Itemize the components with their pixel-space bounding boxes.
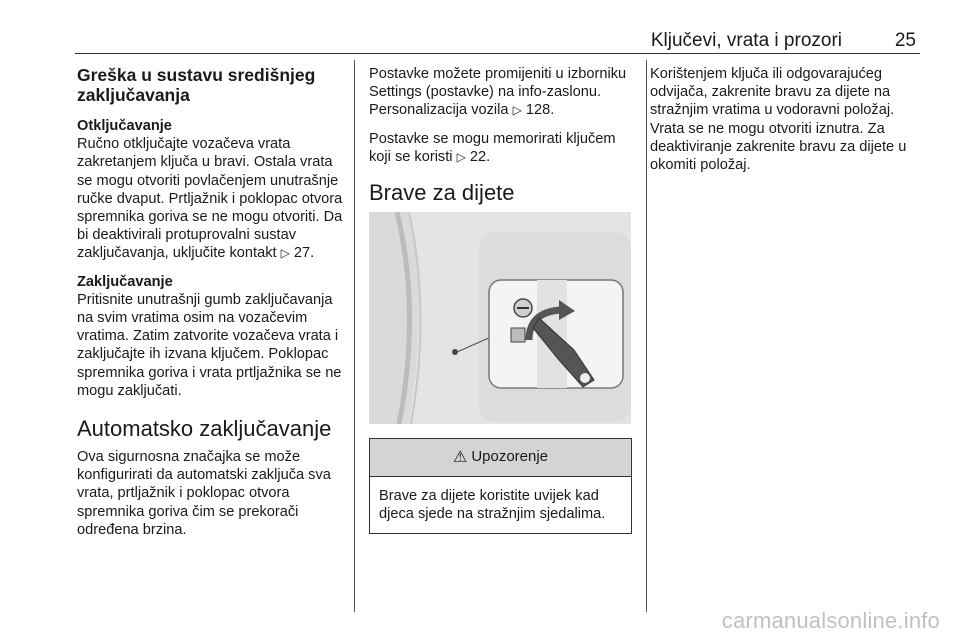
- page-ref: 22.: [469, 148, 491, 165]
- door-lock-drawing: [369, 212, 631, 424]
- warning-triangle-icon: ⚠: [452, 447, 468, 467]
- watermark: carmanualsonline.info: [721, 608, 940, 633]
- page-number: 25: [894, 30, 916, 51]
- page-header: [75, 28, 920, 54]
- paragraph: Postavke možete promijeniti u izborniku Settings (postavke) na info-zaslonu. Personalizacija vozila ▷ 128.: [369, 66, 627, 119]
- warning-box: [369, 438, 632, 534]
- arrow-ref-icon: ▷: [512, 103, 522, 118]
- column-divider: [354, 60, 355, 612]
- arrow-ref-icon: ▷: [456, 149, 466, 164]
- subheading-unlocking: Otključavanje: [77, 118, 172, 134]
- paragraph: Pritisnite unutrašnji gumb zaključavanja na svim vratima osim na vozačevim vratima. Zatim zatvorite vozačeva vrata i zaključajte ih izvana ključem. Poklopac spremnika goriva i vrata prtljažnika se ne mogu zaključati.: [77, 291, 342, 399]
- column-divider: [646, 60, 647, 612]
- warning-text: Brave za dijete koristite uvijek kad djeca sjede na stražnjim sjedalima.: [379, 488, 606, 523]
- column-3: [650, 65, 932, 184]
- column-2: [369, 65, 634, 534]
- paragraph: Postavke se mogu memorirati ključem koji se koristi ▷ 22.: [369, 130, 616, 165]
- child-lock-illustration: [369, 212, 631, 424]
- chapter-title: Ključevi, vrata i prozori: [650, 30, 842, 51]
- column-1: [77, 65, 347, 549]
- paragraph: Ova sigurnosna značajka se može konfigurirati da automatski zaključa sva vrata, prtljažnik i poklopac otvora spremnika goriva čim se prekorači određena brzina.: [77, 449, 331, 538]
- section-title: Brave za dijete: [369, 180, 515, 206]
- section-heading: Greška u sustavu središnjeg zaključavanja: [77, 65, 316, 105]
- paragraph: Korištenjem ključa ili odgovarajućeg odvijača, zakrenite bravu za dijete na stražnjim vratima u vodoravni položaj. Vrata se ne mogu otvoriti iznutra. Za deaktiviranje zakrenite bravu za dijete u okomiti položaj.: [650, 66, 907, 174]
- arrow-ref-icon: ▷: [280, 246, 290, 261]
- subheading-locking: Zaključavanje: [77, 273, 173, 290]
- page-ref: 27.: [293, 245, 315, 262]
- paragraph: Ručno otključajte vozačeva vrata zakretanjem ključa u bravi. Ostala vrata se mogu otvoriti povlačenjem unutrašnje ručke dvaput. Prtljažnik i poklopac otvora spremnika goriva se ne mogu otvoriti. Da bi deaktivirali protuprovalni sustav zaključavanja, uključite kontakt ▷ 27.: [77, 136, 343, 262]
- warning-title: Upozorenje: [471, 448, 549, 466]
- warning-header: [370, 439, 631, 477]
- section-title: Automatsko zaključavanje: [77, 416, 332, 442]
- page-ref: 128.: [525, 102, 555, 119]
